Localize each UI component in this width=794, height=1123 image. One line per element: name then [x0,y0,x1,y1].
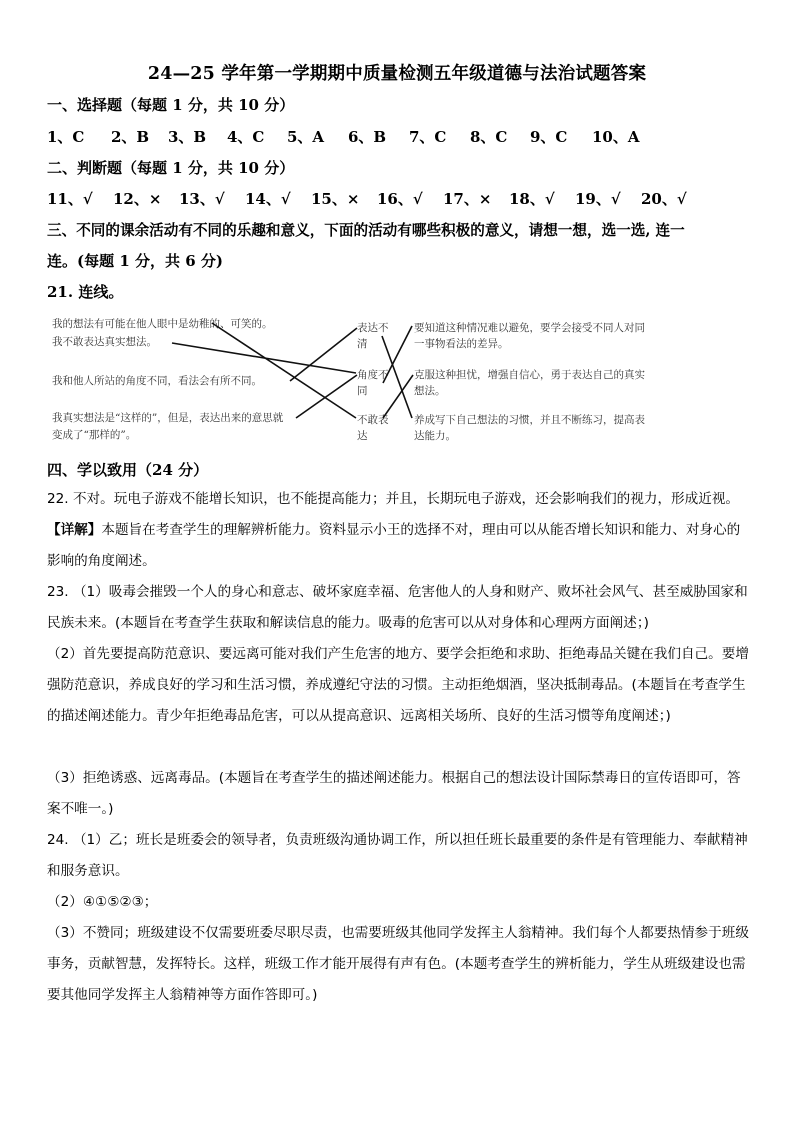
section-heading-judge: 二、判断题（每题 1 分，共 10 分） [47,159,295,177]
answer-24-3: （3）不赞同；班级建设不仅需要班委尽职尽责，也需要班级其他同学发挥主人翁精神。我们每个人都要热情参于班级事务，贡献智慧，发挥特长。这样，班级工作才能开展得有声有色。(本题考查学生的辨析能力，学生从班级建设也需要其他同学发挥主人翁精神等方面作答即可。) [47,925,749,1003]
answer-23-3: （3）拒绝诱惑、远离毒品。(本题旨在考查学生的描述阐述能力。根据自己的想法设计国际禁毒日的宣传语即可，答案不唯一。) [47,770,741,817]
choice-answer-row [47,126,640,147]
match-middle-1b: 清 [357,338,368,350]
match-line-left1 [212,323,356,418]
answer-23-1: 23. （1）吸毒会摧毁一个人的身心和意志、破坏家庭幸福、危害他人的人身和财产、败坏社会风气、甚至威胁国家和民族未来。(本题旨在考查学生获取和解读信息的能力。吸毒的危害可以从对身体和心理两方面阐述；) [47,584,748,631]
answer-11: 11、√ [47,190,93,208]
answer-10: 10、A [592,128,640,146]
match-left-1: 我的想法有可能在他人眼中是幼稚的、可笑的。 [52,318,273,330]
match-middle-2a: 角度不 [357,369,389,381]
answer-2: 2、B [111,128,150,146]
section-heading-match-line1: 三、不同的课余活动有不同的乐趣和意义，下面的活动有哪些积极的意义，请想一想，选一选, 连一 [47,222,685,239]
judge-answer-row [47,188,687,209]
section-heading-match-line2: 连。(每题 1 分，共 6 分) [47,252,223,270]
match-middle-2b: 同 [357,385,368,397]
detail-tag: 【详解】 [47,522,102,538]
answer-20: 20、√ [641,190,687,208]
match-right-2b: 想法。 [414,385,446,397]
answer-19: 19、√ [575,190,621,208]
match-right-3b: 达能力。 [414,430,456,442]
answer-4: 4、C [227,128,265,146]
match-right-2a: 克服这种担忧，增强自信心，勇于表达自己的真实 [414,369,645,381]
answer-22-main: 22. 不对。玩电子游戏不能增长知识，也不能提高能力；并且，长期玩电子游戏，还会影响我们的视力，形成近视。 [47,491,740,507]
match-middle-1a: 表达不 [357,322,389,334]
match-left-4b: 变成了“那样的”。 [52,429,137,441]
match-left-2: 我不敢表达真实想法。 [52,336,157,348]
page-title: 24—25 学年第一学期期中质量检测五年级道德与法治试题答案 [147,64,647,84]
answer-24-1: 24. （1）乙；班长是班委会的领导者，负责班级沟通协调工作，所以担任班长最重要的条件是有管理能力、奉献精神和服务意识。 [47,832,748,879]
match-middle-3b: 达 [357,430,368,442]
answer-16: 16、√ [377,190,423,208]
answer-24-2: （2）④①⑤②③； [47,894,158,910]
answer-22-detail [47,515,749,577]
answer-13: 13、√ [179,190,225,208]
answer-14: 14、√ [245,190,291,208]
match-line-left3 [290,328,357,381]
answer-22 [47,484,749,577]
answer-1: 1、C [47,128,85,146]
answer-7: 7、C [409,128,447,146]
answer-12: 12、× [113,190,162,208]
answer-15: 15、× [311,190,360,208]
match-line-left4 [296,375,357,418]
answer-17: 17、× [443,190,492,208]
match-line-left2 [172,343,356,373]
match-right-1b: 一事物看法的差异。 [414,338,509,350]
answer-23-2: （2）首先要提高防范意识、要远离可能对我们产生危害的地方、要学会拒绝和求助、拒绝毒品关键在我们自己。要增强防范意识，养成良好的学习和生活习惯，养成遵纪守法的习惯。主动拒绝烟酒，坚决抵制毒品。(本题旨在考查学生的描述阐述能力。青少年拒绝毒品危害，可以从提高意识、远离相关场所、良好的生活习惯等角度阐述；) [47,646,749,724]
match-left-3: 我和他人所站的角度不同，看法会有所不同。 [52,375,262,387]
match-middle-3a: 不敢表 [357,414,389,426]
answer-8: 8、C [470,128,508,146]
match-right-1a: 要知道这种情况难以避免，要学会接受不同人对同 [414,322,645,334]
answer-5: 5、A [287,128,325,146]
match-right-3a: 养成写下自己想法的习惯，并且不断练习，提高表 [414,414,645,426]
match-left-4a: 我真实想法是“这样的”，但是，表达出来的意思就 [52,412,284,424]
question-21-label: 21. 连线。 [47,283,124,301]
answer-6: 6、B [348,128,387,146]
answer-9: 9、C [530,128,568,146]
answer-18: 18、√ [509,190,555,208]
answer-3: 3、B [168,128,207,146]
section-heading-apply: 四、学以致用（24 分） [47,461,209,479]
section-heading-choice: 一、选择题（每题 1 分，共 10 分） [47,96,295,114]
detail-text: 本题旨在考查学生的理解辨析能力。资料显示小王的选择不对，理由可以从能否增长知识和能力、对身心的影响的角度阐述。 [47,522,741,569]
